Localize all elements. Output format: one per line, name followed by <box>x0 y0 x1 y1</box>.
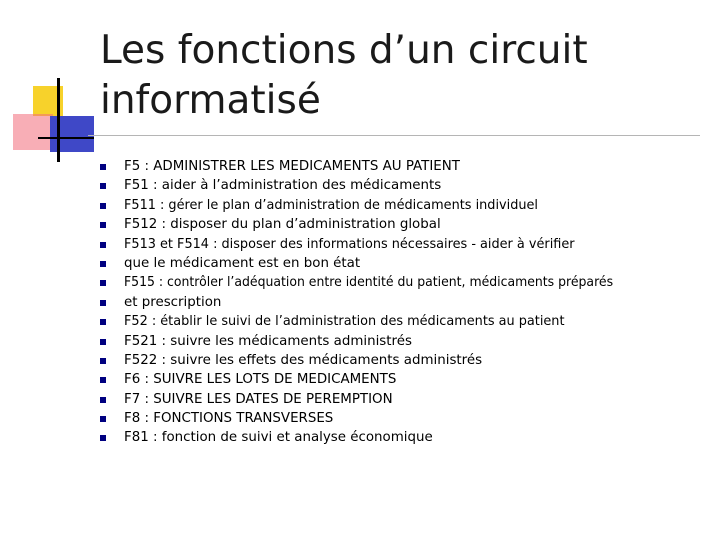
square-bullet-icon <box>100 164 106 170</box>
bullet-item <box>100 157 700 176</box>
bullet-text: F51 : aider à l’administration des médicaments <box>124 178 442 194</box>
bullet-text: F512 : disposer du plan d’administration global <box>124 217 441 233</box>
bullet-text: que le médicament est en bon état <box>124 255 361 271</box>
bullet-text: F522 : suivre les effets des médicaments administrés <box>124 352 483 368</box>
square-bullet-icon <box>100 222 106 228</box>
square-bullet-icon <box>100 416 106 422</box>
square-bullet-icon <box>100 183 106 189</box>
bullet-item <box>100 370 700 389</box>
bullet-text: F515 : contrôler l’adéquation entre identité du patient, médicaments préparés <box>124 275 614 291</box>
bullet-item <box>100 312 700 331</box>
square-bullet-icon <box>100 377 106 383</box>
bullet-text: F81 : fonction de suivi et analyse économique <box>124 430 433 446</box>
decorative-pink-square <box>13 114 53 150</box>
slide-title-line-2: informatisé <box>100 78 321 123</box>
bullet-text: F513 et F514 : disposer des informations nécessaires - aider à vérifier <box>124 236 575 252</box>
decorative-horizontal-line <box>38 137 94 139</box>
bullet-text: F521 : suivre les médicaments administrés <box>124 333 412 349</box>
bullet-text: F52 : établir le suivi de l’administration des médicaments au patient <box>124 314 565 330</box>
square-bullet-icon <box>100 319 106 325</box>
bullet-item <box>100 351 700 370</box>
bullet-item <box>100 196 700 215</box>
square-bullet-icon <box>100 203 106 209</box>
slide-title <box>100 26 700 126</box>
bullet-text: F7 : SUIVRE LES DATES DE PEREMPTION <box>124 391 393 407</box>
bullet-item <box>100 235 700 254</box>
decorative-vertical-line <box>57 78 60 162</box>
square-bullet-icon <box>100 358 106 364</box>
bullet-item <box>100 390 700 409</box>
square-bullet-icon <box>100 435 106 441</box>
bullet-item <box>100 273 700 292</box>
bullet-item <box>100 332 700 351</box>
bullet-list <box>100 157 700 448</box>
bullet-text: F5 : ADMINISTRER LES MEDICAMENTS AU PATIENT <box>124 159 460 174</box>
bullet-item <box>100 215 700 234</box>
square-bullet-icon <box>100 280 106 286</box>
bullet-text: F511 : gérer le plan d’administration de médicaments individuel <box>124 197 538 213</box>
square-bullet-icon <box>100 261 106 267</box>
square-bullet-icon <box>100 242 106 248</box>
bullet-text: et prescription <box>124 294 222 310</box>
bullet-text: F8 : FONCTIONS TRANSVERSES <box>124 411 334 427</box>
square-bullet-icon <box>100 300 106 306</box>
bullet-item <box>100 409 700 428</box>
bullet-item <box>100 254 700 273</box>
slide-title-line-1: Les fonctions d’un circuit <box>100 28 588 73</box>
bullet-item <box>100 293 700 312</box>
bullet-text: F6 : SUIVRE LES LOTS DE MEDICAMENTS <box>124 372 397 388</box>
square-bullet-icon <box>100 339 106 345</box>
bullet-item <box>100 428 700 447</box>
bullet-item <box>100 176 700 195</box>
title-underline-rule <box>88 135 700 136</box>
square-bullet-icon <box>100 397 106 403</box>
